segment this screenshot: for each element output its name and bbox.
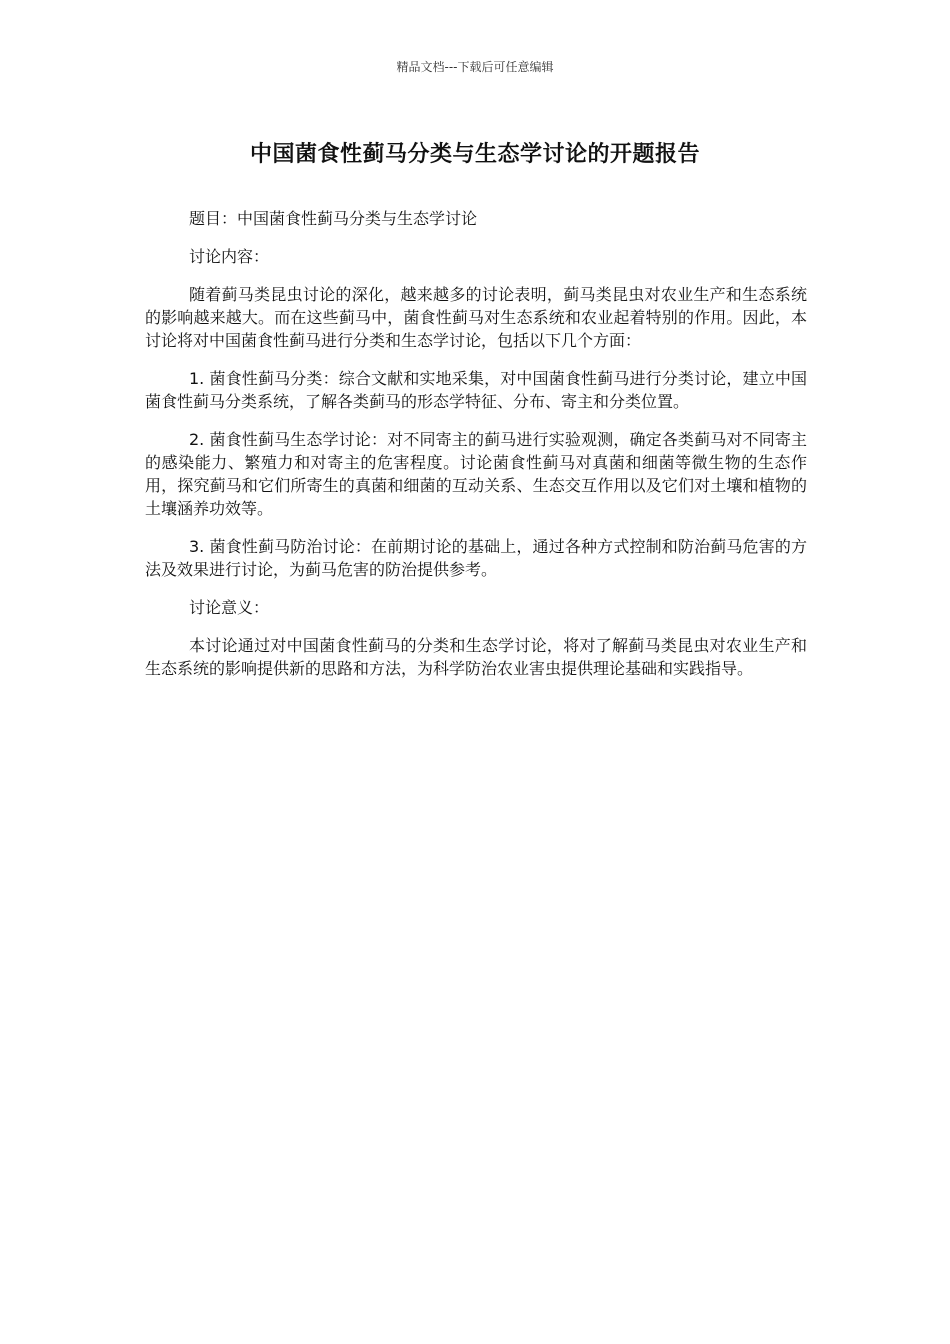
significance-paragraph: 本讨论通过对中国菌食性蓟马的分类和生态学讨论，将对了解蓟马类昆虫对农业生产和生态系统的影响提供新的思路和方法，为科学防治农业害虫提供理论基础和实践指导。 — [145, 636, 807, 678]
section-heading-content: 讨论内容： — [189, 247, 270, 266]
document-body — [145, 207, 807, 695]
item-control: 3. 菌食性蓟马防治讨论：在前期讨论的基础上，通过各种方式控制和防治蓟马危害的方法及效果进行讨论，为蓟马危害的防治提供参考。 — [145, 537, 807, 579]
item-ecology: 2. 菌食性蓟马生态学讨论：对不同寄主的蓟马进行实验观测，确定各类蓟马对不同寄主的感染能力、繁殖力和对寄主的危害程度。讨论菌食性蓟马对真菌和细菌等微生物的生态作用，探究蓟马和它们所寄生的真菌和细菌的互动关系、生态交互作用以及它们对土壤和植物的土壤涵养功效等。 — [145, 430, 807, 518]
item-classification: 1. 菌食性蓟马分类：综合文献和实地采集，对中国菌食性蓟马进行分类讨论，建立中国菌食性蓟马分类系统，了解各类蓟马的形态学特征、分布、寄主和分类位置。 — [145, 369, 807, 411]
intro-paragraph: 随着蓟马类昆虫讨论的深化，越来越多的讨论表明，蓟马类昆虫对农业生产和生态系统的影响越来越大。而在这些蓟马中，菌食性蓟马对生态系统和农业起着特别的作用。因此，本讨论将对中国菌食性蓟马进行分类和生态学讨论，包括以下几个方面： — [145, 285, 807, 350]
header-note: 精品文档---下载后可任意编辑 — [396, 60, 554, 74]
topic-line: 题目：中国菌食性蓟马分类与生态学讨论 — [189, 209, 478, 228]
document-title: 中国菌食性蓟马分类与生态学讨论的开题报告 — [249, 142, 700, 167]
section-heading-significance: 讨论意义： — [189, 598, 270, 617]
